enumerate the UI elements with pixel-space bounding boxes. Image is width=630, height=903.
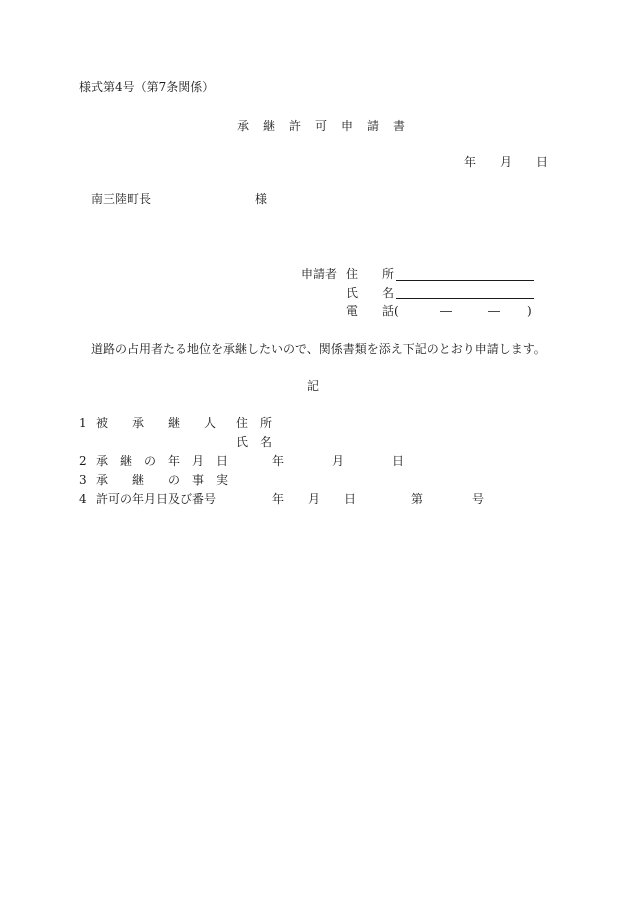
item-4-label: 許可の年月日及び番号 (96, 492, 217, 506)
addressee-honorific: 様 (255, 192, 268, 206)
item-3-number: 3 (79, 473, 87, 487)
phone-label: 電 話( (346, 304, 399, 318)
item-1-address: 住 所 (236, 416, 273, 430)
name-label: 氏 名 (346, 286, 395, 300)
page-title: 承 継 許 可 申 請 書 (237, 119, 407, 133)
item-4-number: 4 (79, 492, 87, 506)
applicant-label: 申請者 (301, 267, 338, 281)
phone-close: ) (527, 304, 532, 318)
item-4-no: 第 (411, 492, 424, 506)
addressee: 南三陸町長 (91, 192, 152, 206)
address-label: 住 所 (346, 267, 395, 281)
item-4-go: 号 (472, 492, 485, 506)
ki-heading: 記 (307, 379, 320, 393)
body-text: 道路の占用者たる地位を承継したいので、関係書類を添え下記のとおり申請します。 (91, 342, 546, 356)
form-number: 様式第4号（第7条関係） (79, 80, 215, 94)
item-1-label: 被 承 継 人 (96, 416, 217, 430)
item-1-number: 1 (79, 416, 87, 430)
item-3-label: 承 継 の 事 実 (96, 473, 229, 487)
phone-dashes: ― ― (440, 304, 501, 318)
item-4-date: 年 月 日 (272, 492, 357, 506)
item-2-value: 年 月 日 (272, 454, 405, 468)
item-1-name: 氏 名 (236, 435, 273, 449)
item-2-number: 2 (79, 454, 87, 468)
item-2-label: 承 継 の 年 月 日 (96, 454, 229, 468)
date-line: 年 月 日 (464, 155, 549, 169)
name-underline (396, 298, 534, 299)
address-underline (396, 280, 534, 281)
